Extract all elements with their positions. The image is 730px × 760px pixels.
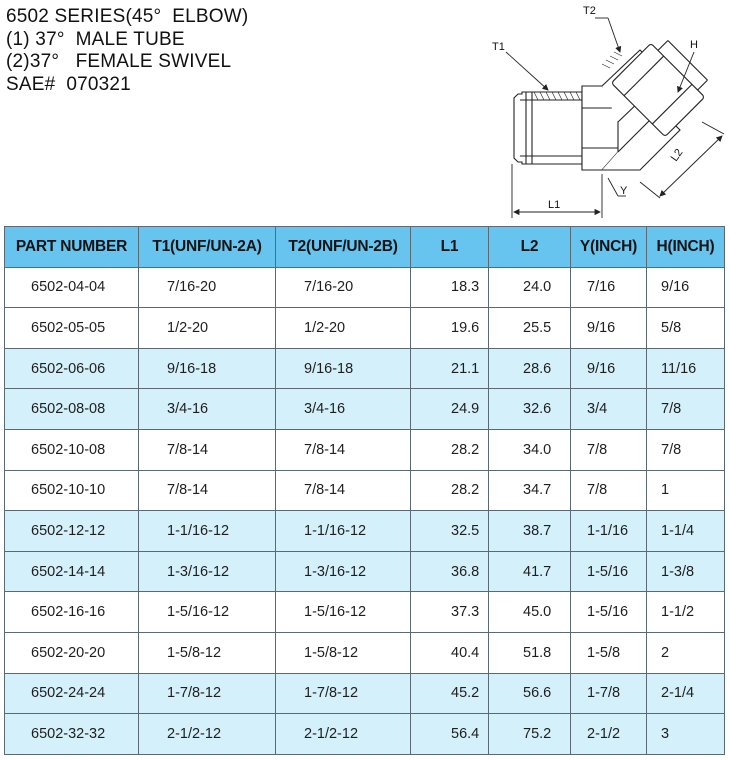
cell-t1: 1-7/8-12 bbox=[139, 673, 276, 714]
cell-l1: 18.3 bbox=[411, 267, 489, 308]
label-h: H bbox=[690, 39, 698, 51]
cell-t2: 2-1/2-12 bbox=[276, 714, 411, 755]
cell-t1: 2-1/2-12 bbox=[139, 714, 276, 755]
label-l1: L1 bbox=[548, 199, 561, 211]
cell-part-number: 6502-10-08 bbox=[5, 429, 139, 470]
table-row bbox=[5, 308, 725, 349]
cell-part-number: 6502-08-08 bbox=[5, 389, 139, 430]
cell-t2: 1-7/8-12 bbox=[276, 673, 411, 714]
cell-t1: 7/16-20 bbox=[139, 267, 276, 308]
table-row bbox=[5, 592, 725, 633]
cell-l2: 75.2 bbox=[489, 714, 571, 755]
cell-l2: 51.8 bbox=[489, 632, 571, 673]
spec-table bbox=[4, 226, 725, 755]
col-l2: L2 bbox=[489, 227, 571, 268]
cell-y: 9/16 bbox=[571, 308, 647, 349]
cell-l1: 28.2 bbox=[411, 470, 489, 511]
col-part-number: PART NUMBER bbox=[5, 227, 139, 268]
cell-l1: 37.3 bbox=[411, 592, 489, 633]
cell-y: 9/16 bbox=[571, 348, 647, 389]
cell-h: 1-1/4 bbox=[647, 511, 725, 552]
cell-part-number: 6502-32-32 bbox=[5, 714, 139, 755]
table-row bbox=[5, 267, 725, 308]
cell-t2: 3/4-16 bbox=[276, 389, 411, 430]
cell-l2: 24.0 bbox=[489, 267, 571, 308]
cell-y: 1-5/16 bbox=[571, 592, 647, 633]
cell-part-number: 6502-16-16 bbox=[5, 592, 139, 633]
cell-t1: 7/8-14 bbox=[139, 429, 276, 470]
cell-l1: 19.6 bbox=[411, 308, 489, 349]
cell-part-number: 6502-24-24 bbox=[5, 673, 139, 714]
label-t2: T2 bbox=[583, 5, 596, 17]
cell-l2: 32.6 bbox=[489, 389, 571, 430]
label-t1: T1 bbox=[492, 41, 505, 53]
cell-l1: 24.9 bbox=[411, 389, 489, 430]
sae-number: SAE# 070321 bbox=[6, 73, 131, 95]
table-row bbox=[5, 470, 725, 511]
label-l2: L2 bbox=[668, 146, 686, 164]
cell-h: 7/8 bbox=[647, 389, 725, 430]
cell-t2: 1-3/16-12 bbox=[276, 551, 411, 592]
cell-h: 2-1/4 bbox=[647, 673, 725, 714]
cell-part-number: 6502-20-20 bbox=[5, 632, 139, 673]
col-l1: L1 bbox=[411, 227, 489, 268]
cell-l1: 28.2 bbox=[411, 429, 489, 470]
cell-l2: 34.0 bbox=[489, 429, 571, 470]
table-row bbox=[5, 348, 725, 389]
cell-l1: 40.4 bbox=[411, 632, 489, 673]
cell-t2: 1/2-20 bbox=[276, 308, 411, 349]
cell-h: 7/8 bbox=[647, 429, 725, 470]
table-header-row bbox=[5, 227, 725, 268]
cell-part-number: 6502-06-06 bbox=[5, 348, 139, 389]
cell-t1: 1-3/16-12 bbox=[139, 551, 276, 592]
series-header bbox=[6, 6, 336, 96]
cell-l2: 25.5 bbox=[489, 308, 571, 349]
cell-y: 1-5/8 bbox=[571, 632, 647, 673]
cell-h: 1-1/2 bbox=[647, 592, 725, 633]
col-h: H(INCH) bbox=[647, 227, 725, 268]
table-row bbox=[5, 551, 725, 592]
cell-y: 7/16 bbox=[571, 267, 647, 308]
label-y: Y bbox=[620, 185, 628, 197]
table-row bbox=[5, 389, 725, 430]
cell-h: 9/16 bbox=[647, 267, 725, 308]
cell-t2: 7/8-14 bbox=[276, 470, 411, 511]
table-row bbox=[5, 511, 725, 552]
cell-t1: 1-5/8-12 bbox=[139, 632, 276, 673]
table-row bbox=[5, 714, 725, 755]
cell-t1: 3/4-16 bbox=[139, 389, 276, 430]
cell-part-number: 6502-12-12 bbox=[5, 511, 139, 552]
cell-l1: 36.8 bbox=[411, 551, 489, 592]
cell-l2: 38.7 bbox=[489, 511, 571, 552]
cell-part-number: 6502-14-14 bbox=[5, 551, 139, 592]
cell-t2: 1-5/8-12 bbox=[276, 632, 411, 673]
cell-l2: 56.6 bbox=[489, 673, 571, 714]
elbow-fitting-drawing bbox=[490, 4, 730, 222]
cell-l2: 34.7 bbox=[489, 470, 571, 511]
cell-t2: 1-1/16-12 bbox=[276, 511, 411, 552]
cell-l2: 28.6 bbox=[489, 348, 571, 389]
end-2-description: (2)37° FEMALE SWIVEL bbox=[6, 51, 232, 72]
cell-l1: 32.5 bbox=[411, 511, 489, 552]
cell-l2: 45.0 bbox=[489, 592, 571, 633]
cell-l1: 56.4 bbox=[411, 714, 489, 755]
cell-y: 1-1/16 bbox=[571, 511, 647, 552]
cell-h: 1 bbox=[647, 470, 725, 511]
cell-t1: 1-1/16-12 bbox=[139, 511, 276, 552]
col-y: Y(INCH) bbox=[571, 227, 647, 268]
cell-y: 2-1/2 bbox=[571, 714, 647, 755]
cell-t2: 9/16-18 bbox=[276, 348, 411, 389]
table-row bbox=[5, 429, 725, 470]
cell-t1: 9/16-18 bbox=[139, 348, 276, 389]
cell-h: 11/16 bbox=[647, 348, 725, 389]
cell-h: 1-3/8 bbox=[647, 551, 725, 592]
cell-y: 7/8 bbox=[571, 429, 647, 470]
cell-t1: 1/2-20 bbox=[139, 308, 276, 349]
cell-t2: 7/16-20 bbox=[276, 267, 411, 308]
cell-t2: 1-5/16-12 bbox=[276, 592, 411, 633]
cell-part-number: 6502-10-10 bbox=[5, 470, 139, 511]
col-t1: T1(UNF/UN-2A) bbox=[139, 227, 276, 268]
cell-y: 1-5/16 bbox=[571, 551, 647, 592]
cell-h: 2 bbox=[647, 632, 725, 673]
col-t2: T2(UNF/UN-2B) bbox=[276, 227, 411, 268]
cell-l1: 45.2 bbox=[411, 673, 489, 714]
cell-h: 5/8 bbox=[647, 308, 725, 349]
cell-l2: 41.7 bbox=[489, 551, 571, 592]
end-1-description: (1) 37° MALE TUBE bbox=[6, 28, 185, 50]
table-body bbox=[5, 267, 725, 754]
cell-part-number: 6502-04-04 bbox=[5, 267, 139, 308]
cell-y: 1-7/8 bbox=[571, 673, 647, 714]
cell-y: 7/8 bbox=[571, 470, 647, 511]
cell-h: 3 bbox=[647, 714, 725, 755]
cell-part-number: 6502-05-05 bbox=[5, 308, 139, 349]
table-row bbox=[5, 632, 725, 673]
cell-t1: 1-5/16-12 bbox=[139, 592, 276, 633]
fitting-body bbox=[514, 33, 715, 170]
cell-t1: 7/8-14 bbox=[139, 470, 276, 511]
cell-y: 3/4 bbox=[571, 389, 647, 430]
cell-l1: 21.1 bbox=[411, 348, 489, 389]
series-title: 6502 SERIES(45° ELBOW) bbox=[6, 6, 249, 27]
cell-t2: 7/8-14 bbox=[276, 429, 411, 470]
table-row bbox=[5, 673, 725, 714]
